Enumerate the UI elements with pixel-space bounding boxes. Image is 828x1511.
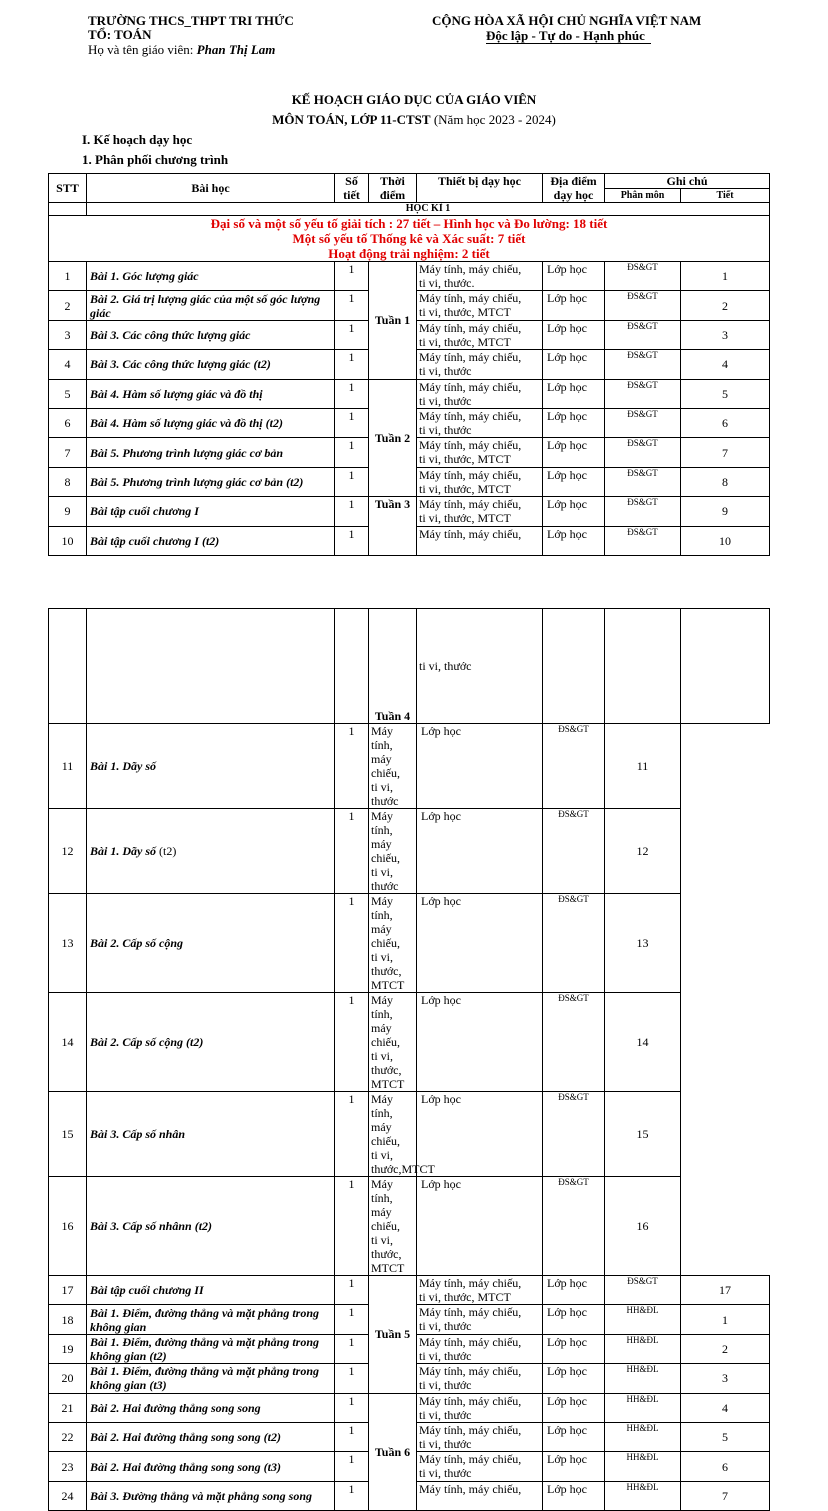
subject-cell: HH&ĐL — [605, 1305, 681, 1334]
period-count: 1 — [335, 350, 369, 379]
header-lesson: Bài học — [87, 174, 335, 203]
equipment-cell — [417, 379, 543, 408]
row-number: 13 — [49, 894, 87, 993]
equipment-line: Máy tính, máy chiếu, — [371, 1177, 400, 1233]
period-count: 1 — [335, 467, 369, 496]
lesson-text: Bài 3. Cấp số nhân — [90, 1127, 186, 1141]
lesson-title — [87, 320, 335, 349]
equipment-line: Máy tính, máy chiếu, — [419, 408, 522, 423]
place-cell: Lớp học — [543, 467, 605, 496]
equipment-line: ti vi, thước, MTCT — [371, 1049, 405, 1091]
equipment-line: ti vi, thước — [419, 393, 472, 408]
period-number: 12 — [605, 809, 681, 894]
equipment-line: Máy tính, máy chiếu, — [419, 262, 522, 276]
equipment-line: ti vi, thước — [371, 865, 399, 893]
row-number: 15 — [49, 1092, 87, 1177]
place-cell: Lớp học — [417, 894, 543, 993]
country-name: CỘNG HÒA XÃ HỘI CHỦ NGHĨA VIỆT NAM — [432, 13, 702, 28]
period-count: 1 — [335, 1393, 369, 1422]
period-count: 1 — [335, 894, 369, 993]
place-cell: Lớp học — [543, 379, 605, 408]
place-cell: Lớp học — [543, 497, 605, 526]
period-count: 1 — [335, 320, 369, 349]
row-number: 20 — [49, 1364, 87, 1393]
period-count: 1 — [335, 1276, 369, 1305]
subsection-heading: 1. Phân phối chương trình — [82, 152, 229, 167]
period-number: 4 — [681, 350, 770, 379]
equipment-cell — [417, 526, 543, 555]
subject-cell: HH&ĐL — [605, 1481, 681, 1510]
lesson-text: Bài 1. Điểm, đường thẳng và mặt phẳng trong không gian (t3) — [90, 1364, 320, 1393]
equipment-cell — [417, 1422, 543, 1451]
period-number: 13 — [605, 894, 681, 993]
period-count: 1 — [335, 262, 369, 291]
lesson-title — [87, 1177, 335, 1276]
period-count: 1 — [335, 1092, 369, 1177]
equipment-line: Máy tính, máy chiếu, — [419, 350, 522, 365]
period-number: 11 — [605, 724, 681, 809]
week-cell: Tuần 3 — [369, 497, 417, 556]
equipment-line: ti vi, thước, MTCT — [419, 481, 511, 496]
equipment-continued: ti vi, thước — [417, 609, 543, 724]
lesson-title — [87, 467, 335, 496]
lesson-suffix: (t2) — [156, 844, 177, 858]
row-number: 7 — [49, 438, 87, 467]
table-row — [49, 497, 770, 526]
table-row — [49, 1276, 770, 1305]
lesson-text: Bài tập cuối chương II — [90, 1283, 204, 1298]
teacher-name: Phan Thị Lam — [196, 42, 276, 57]
period-number: 3 — [681, 1364, 770, 1393]
summary-line: Hoạt động trải nghiệm: 2 tiết — [328, 246, 490, 261]
school-year: (Năm học 2023 - 2024) — [433, 112, 556, 127]
week-cell: Tuần 5 — [369, 1276, 417, 1394]
place-cell: Lớp học — [543, 1305, 605, 1334]
period-count: 1 — [335, 438, 369, 467]
header-place: Địa điểm dạy học — [543, 174, 605, 203]
equipment-line: ti vi, thước — [419, 1319, 472, 1334]
period-count: 1 — [335, 291, 369, 320]
table-row — [49, 262, 770, 291]
row-number: 11 — [49, 724, 87, 809]
summary-cell — [49, 216, 770, 262]
period-count: 1 — [335, 408, 369, 437]
subject-cell: HH&ĐL — [605, 1422, 681, 1451]
motto: Độc lập - Tự do - Hạnh phúc — [486, 28, 651, 44]
table-row — [49, 894, 770, 993]
equipment-line: ti vi, thước, MTCT — [371, 1233, 405, 1275]
lesson-title — [87, 809, 335, 894]
equipment-line: Máy tính, máy chiếu, — [419, 379, 522, 394]
subject-cell: ĐS&GT — [543, 1092, 605, 1177]
semester-label: HỌC KÌ 1 — [87, 203, 770, 216]
section-heading: I. Kế hoạch dạy học — [82, 132, 193, 147]
subject-cell: ĐS&GT — [543, 724, 605, 809]
lesson-title — [87, 724, 335, 809]
header-subject: Phân môn — [605, 189, 681, 203]
subject-cell: ĐS&GT — [543, 894, 605, 993]
equipment-line: Máy tính, máy chiếu, — [419, 291, 522, 306]
week-cell: Tuần 4 — [369, 609, 417, 724]
place-cell: Lớp học — [543, 1276, 605, 1305]
period-number: 6 — [681, 1452, 770, 1481]
doc-title: KẾ HOẠCH GIÁO DỤC CỦA GIÁO VIÊN — [291, 92, 537, 107]
period-number: 17 — [681, 1276, 770, 1305]
equipment-line: ti vi, thước, MTCT — [419, 305, 511, 320]
doc-subtitle — [0, 112, 828, 127]
header-note: Ghi chú — [605, 174, 770, 189]
lesson-text: Bài 2. Cấp số cộng — [90, 936, 184, 950]
equipment-cell — [417, 497, 543, 526]
row-number: 16 — [49, 1177, 87, 1276]
place-cell: Lớp học — [543, 1481, 605, 1510]
equipment-cell — [369, 1092, 435, 1177]
lesson-text: Bài 1. Điểm, đường thẳng và mặt phẳng trong không gian — [90, 1305, 320, 1334]
subject-cell: ĐS&GT — [605, 497, 681, 526]
row-number: 23 — [49, 1452, 87, 1481]
equipment-line: Máy tính, máy chiếu, — [371, 724, 400, 780]
lesson-text: Bài tập cuối chương I (t2) — [90, 533, 220, 548]
subject-cell: ĐS&GT — [543, 1177, 605, 1276]
subject-cell: ĐS&GT — [605, 438, 681, 467]
lesson-text: Bài 5. Phương trình lượng giác cơ bản — [90, 445, 284, 460]
equipment-line: Máy tính, máy chiếu, — [371, 1092, 400, 1148]
table-row — [49, 379, 770, 408]
lesson-title — [87, 993, 335, 1092]
lesson-title — [87, 1393, 335, 1422]
period-number: 8 — [681, 467, 770, 496]
equipment-cell — [369, 809, 417, 894]
lesson-title — [87, 894, 335, 993]
period-number: 4 — [681, 1393, 770, 1422]
period-count: 1 — [335, 1481, 369, 1510]
table-row — [49, 724, 770, 809]
period-number: 1 — [681, 1305, 770, 1334]
period-count: 1 — [335, 1334, 369, 1363]
equipment-cell — [417, 1334, 543, 1363]
lesson-title — [87, 1481, 335, 1510]
place-cell: Lớp học — [543, 262, 605, 291]
place-cell: Lớp học — [417, 993, 543, 1092]
lesson-text: Bài 4. Hàm số lượng giác và đồ thị (t2) — [90, 416, 283, 431]
lesson-text: Bài 2. Hai đường thẳng song song (t2) — [90, 1430, 282, 1445]
period-count: 1 — [335, 1452, 369, 1481]
equipment-line: ti vi, thước — [419, 364, 472, 379]
curriculum-table-1 — [48, 173, 770, 556]
lesson-text: Bài 1. Điểm, đường thẳng và mặt phẳng trong không gian (t2) — [90, 1334, 320, 1363]
subject-cell: ĐS&GT — [605, 526, 681, 555]
equipment-line: Máy tính, máy chiếu, — [419, 1334, 522, 1349]
lesson-title — [87, 438, 335, 467]
equipment-cell — [417, 408, 543, 437]
row-number: 12 — [49, 809, 87, 894]
lesson-title — [87, 1276, 335, 1305]
table-row — [49, 993, 770, 1092]
equipment-line: ti vi, thước — [419, 1436, 472, 1451]
place-cell: Lớp học — [417, 809, 543, 894]
lesson-title — [87, 1305, 335, 1334]
equipment-line: ti vi, thước — [419, 1348, 472, 1363]
equipment-cell — [417, 320, 543, 349]
equipment-line: Máy tính, máy chiếu, — [371, 809, 400, 865]
lesson-text: Bài 3. Các công thức lượng giác — [90, 327, 251, 342]
subject-cell: ĐS&GT — [543, 993, 605, 1092]
equipment-cell — [417, 350, 543, 379]
period-number: 6 — [681, 408, 770, 437]
table-row — [49, 1092, 770, 1177]
subject-cell: ĐS&GT — [605, 262, 681, 291]
equipment-line: Máy tính, máy chiếu, — [419, 1364, 522, 1379]
summary-line: Đại số và một số yếu tố giải tích : 27 tiết – Hình học và Đo lường: 18 tiết — [210, 216, 608, 231]
place-cell: Lớp học — [543, 350, 605, 379]
lesson-title — [87, 379, 335, 408]
row-number: 1 — [49, 262, 87, 291]
subject-cell: ĐS&GT — [605, 467, 681, 496]
equipment-line: Máy tính, máy chiếu, — [371, 993, 400, 1049]
lesson-text: Bài 2. Hai đường thẳng song song (t3) — [90, 1459, 282, 1474]
header-stt: STT — [49, 174, 87, 203]
place-cell: Lớp học — [417, 724, 543, 809]
equipment-line: Máy tính, máy chiếu, — [419, 1452, 522, 1467]
period-count: 1 — [335, 724, 369, 809]
lesson-text: Bài 4. Hàm số lượng giác và đồ thị — [90, 386, 263, 401]
row-number: 22 — [49, 1422, 87, 1451]
period-number: 1 — [681, 262, 770, 291]
place-cell: Lớp học — [543, 1393, 605, 1422]
equipment-line: Máy tính, máy chiếu, — [419, 1481, 522, 1496]
equipment-line: Máy tính, máy chiếu, — [419, 438, 522, 453]
equipment-line: Máy tính, máy chiếu, — [419, 1276, 522, 1290]
lesson-text: Bài 5. Phương trình lượng giác cơ bản (t2) — [90, 474, 304, 489]
equipment-cell — [369, 1177, 417, 1276]
equipment-cell — [417, 1364, 543, 1393]
header-time: Thời điểm — [369, 174, 417, 203]
period-number: 2 — [681, 1334, 770, 1363]
subject-cell: ĐS&GT — [605, 1276, 681, 1305]
table-row — [49, 1393, 770, 1422]
row-number: 6 — [49, 408, 87, 437]
period-count: 1 — [335, 1422, 369, 1451]
lesson-title — [87, 1452, 335, 1481]
period-number: 5 — [681, 1422, 770, 1451]
row-number: 10 — [49, 526, 87, 555]
curriculum-table-2 — [48, 608, 770, 1511]
subject-cell: HH&ĐL — [605, 1393, 681, 1422]
place-cell: Lớp học — [543, 291, 605, 320]
period-count: 1 — [335, 526, 369, 555]
period-number: 7 — [681, 1481, 770, 1510]
teacher-line — [88, 42, 275, 57]
equipment-cell — [417, 1452, 543, 1481]
equipment-line: Máy tính, máy chiếu, — [419, 320, 522, 335]
subject-cell: ĐS&GT — [605, 379, 681, 408]
equipment-line: ti vi, thước, MTCT — [419, 452, 511, 467]
row-number: 8 — [49, 467, 87, 496]
equipment-line: Máy tính, máy chiếu, — [371, 894, 400, 950]
period-count: 1 — [335, 1177, 369, 1276]
period-count: 1 — [335, 379, 369, 408]
lesson-title — [87, 1334, 335, 1363]
subject-cell: HH&ĐL — [605, 1334, 681, 1363]
summary-line: Một số yếu tố Thống kê và Xác suất: 7 tiết — [292, 231, 526, 246]
row-number: 24 — [49, 1481, 87, 1510]
teacher-label: Họ và tên giáo viên: — [88, 42, 194, 57]
equipment-line: ti vi, thước — [419, 1407, 472, 1422]
lesson-text: Bài 3. Cấp số nhânn (t2) — [90, 1219, 213, 1233]
lesson-text: Bài 3. Các công thức lượng giác (t2) — [90, 357, 271, 372]
row-number: 18 — [49, 1305, 87, 1334]
period-number: 7 — [681, 438, 770, 467]
subject-cell: ĐS&GT — [605, 320, 681, 349]
header-periods: Số tiết — [335, 174, 369, 203]
row-number: 14 — [49, 993, 87, 1092]
subject-cell: ĐS&GT — [605, 350, 681, 379]
week-cell: Tuần 1 — [369, 262, 417, 380]
lesson-title — [87, 350, 335, 379]
table-row — [49, 809, 770, 894]
row-number: 21 — [49, 1393, 87, 1422]
equipment-line: ti vi, thước — [419, 422, 472, 437]
lesson-text: Bài 2. Giá trị lượng giác của một số góc lượng giác — [90, 291, 321, 320]
row-number: 19 — [49, 1334, 87, 1363]
subject-grade: MÔN TOÁN, LỚP 11-CTST — [272, 112, 431, 127]
row-number: 5 — [49, 379, 87, 408]
equipment-line: ti vi, thước. — [419, 276, 475, 290]
period-number: 5 — [681, 379, 770, 408]
equipment-cell — [417, 1305, 543, 1334]
equipment-line: ti vi, thước, MTCT — [419, 1290, 511, 1304]
equipment-line: ti vi, thước, MTCT — [419, 511, 511, 526]
place-cell: Lớp học — [543, 1334, 605, 1363]
equipment-cell — [369, 993, 417, 1092]
lesson-text: Bài 2. Cấp số cộng (t2) — [90, 1035, 204, 1049]
place-cell: Lớp học — [543, 526, 605, 555]
place-cell: Lớp học — [417, 1092, 543, 1177]
lesson-text: Bài 1. Góc lượng giác — [90, 269, 199, 284]
equipment-line: Máy tính, máy chiếu, — [419, 526, 522, 541]
subject-cell: ĐS&GT — [543, 809, 605, 894]
period-number: 16 — [605, 1177, 681, 1276]
row-number: 9 — [49, 497, 87, 526]
lesson-title — [87, 1364, 335, 1393]
place-cell: Lớp học — [417, 1177, 543, 1276]
subject-cell: ĐS&GT — [605, 408, 681, 437]
row-number: 3 — [49, 320, 87, 349]
equipment-line: ti vi, thước, MTCT — [419, 334, 511, 349]
period-count: 1 — [335, 1364, 369, 1393]
period-number: 9 — [681, 497, 770, 526]
period-number: 2 — [681, 291, 770, 320]
place-cell: Lớp học — [543, 1364, 605, 1393]
equipment-line: Máy tính, máy chiếu, — [419, 1422, 522, 1437]
header-period-no: Tiết — [681, 189, 770, 203]
period-number: 10 — [681, 526, 770, 555]
equipment-cell — [369, 724, 417, 809]
equipment-cell — [417, 262, 543, 291]
row-number: 4 — [49, 350, 87, 379]
table-row — [49, 1177, 770, 1276]
lesson-text: Bài 1. Dãy số — [90, 844, 156, 858]
row-number: 2 — [49, 291, 87, 320]
equipment-cell — [417, 438, 543, 467]
equipment-cell — [417, 467, 543, 496]
lesson-text: Bài 1. Dãy số — [90, 759, 156, 773]
lesson-title — [87, 497, 335, 526]
period-number: 14 — [605, 993, 681, 1092]
week-cell: Tuần 6 — [369, 1393, 417, 1511]
lesson-title — [87, 262, 335, 291]
place-cell: Lớp học — [543, 1452, 605, 1481]
period-count: 1 — [335, 809, 369, 894]
week-cell: Tuần 2 — [369, 379, 417, 497]
equipment-cell — [417, 1276, 543, 1305]
equipment-line: Máy tính, máy chiếu, — [419, 497, 522, 512]
period-number: 15 — [605, 1092, 681, 1177]
period-count: 1 — [335, 497, 369, 526]
equipment-line: Máy tính, máy chiếu, — [419, 467, 522, 482]
equipment-cell — [417, 1481, 543, 1510]
subject-cell: HH&ĐL — [605, 1452, 681, 1481]
equipment-line: Máy tính, máy chiếu, — [419, 1305, 522, 1320]
lesson-text: Bài 2. Hai đường thẳng song song — [90, 1400, 261, 1415]
lesson-title — [87, 408, 335, 437]
period-count: 1 — [335, 993, 369, 1092]
subject-cell: HH&ĐL — [605, 1364, 681, 1393]
equipment-cell — [417, 1393, 543, 1422]
equipment-cell — [417, 291, 543, 320]
equipment-cell — [369, 894, 417, 993]
lesson-text: Bài 3. Đường thẳng và mặt phẳng song song — [90, 1488, 313, 1503]
place-cell: Lớp học — [543, 438, 605, 467]
place-cell: Lớp học — [543, 408, 605, 437]
equipment-line: ti vi, thước,MTCT — [371, 1148, 435, 1176]
equipment-line: ti vi, thước — [371, 780, 399, 808]
place-cell: Lớp học — [543, 1422, 605, 1451]
header-equipment: Thiết bị dạy học — [417, 174, 543, 203]
lesson-title — [87, 291, 335, 320]
equipment-line: Máy tính, máy chiếu, — [419, 1393, 522, 1408]
lesson-title — [87, 1422, 335, 1451]
equipment-line: ti vi, thước — [419, 1378, 472, 1393]
row-number: 17 — [49, 1276, 87, 1305]
lesson-title — [87, 526, 335, 555]
period-count: 1 — [335, 1305, 369, 1334]
school-name: TRƯỜNG THCS_THPT TRI THỨC — [88, 13, 294, 28]
place-cell: Lớp học — [543, 320, 605, 349]
period-number: 3 — [681, 320, 770, 349]
subject-cell: ĐS&GT — [605, 291, 681, 320]
department: TỔ: TOÁN — [88, 27, 152, 42]
equipment-line: ti vi, thước, MTCT — [371, 950, 405, 992]
equipment-line: ti vi, thước — [419, 1466, 472, 1481]
lesson-text: Bài tập cuối chương I — [90, 504, 199, 519]
lesson-title — [87, 1092, 335, 1177]
